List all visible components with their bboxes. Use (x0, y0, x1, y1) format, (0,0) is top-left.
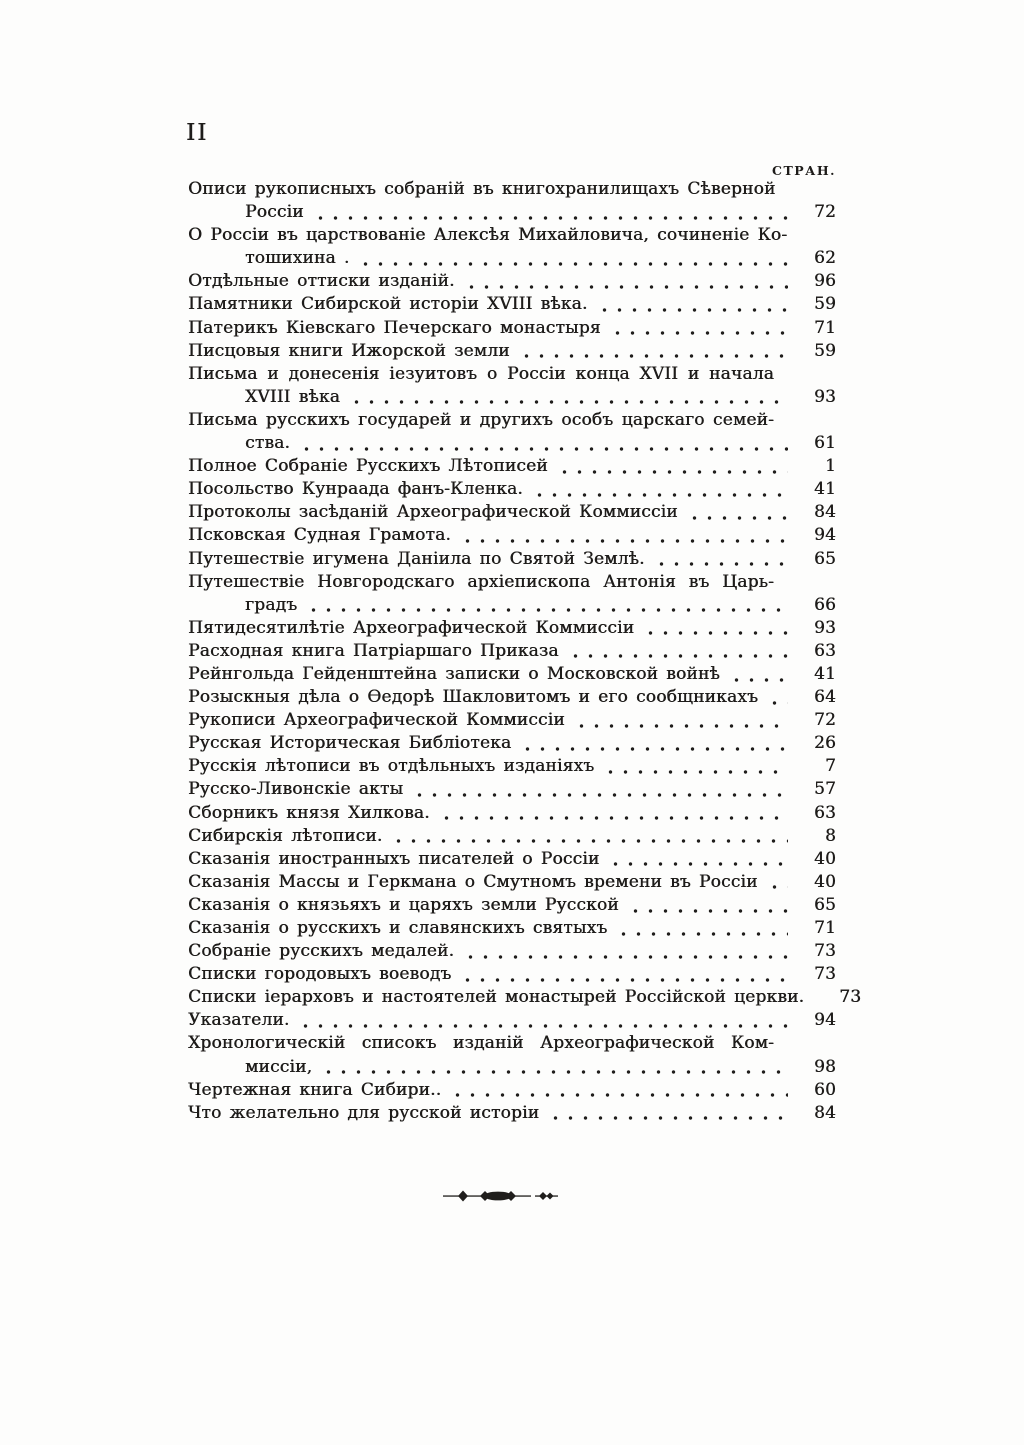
dot-leader (574, 709, 788, 732)
entry-leader-line (188, 317, 836, 340)
entry-title-continuation: Сказанія Массы и Геркмана о Смутномъ времени въ Россіи (188, 871, 758, 892)
entry-page-number: 63 (813, 802, 836, 823)
entry-page-number: 26 (813, 733, 836, 754)
entry-leader-line (188, 894, 836, 917)
entry-title-continuation: Рейнгольда Гейденштейна записки о Московской войнѣ (188, 663, 720, 684)
entry-title-continuation: Писцовыя книги Ижорской земли (188, 340, 510, 361)
dot-leader (306, 594, 788, 617)
entry-page-number: 73 (839, 987, 862, 1008)
toc-entry (188, 986, 862, 1009)
entry-title-continuation: Патерикъ Кіевскаго Печерскаго монастыря (188, 317, 601, 338)
dot-leader (439, 802, 788, 825)
entry-title: Письма и донесенія іезуитовъ о Россіи конца XVII и начала (188, 363, 774, 384)
entry-leader-line (188, 594, 836, 617)
entry-leader-line (188, 640, 836, 663)
toc-entry (188, 1102, 836, 1125)
toc-entry (188, 617, 836, 640)
toc-entry (188, 455, 836, 478)
entry-title-continuation: Сказанія иностранныхъ писателей о Россіи (188, 848, 600, 869)
entry-leader-line (188, 1056, 836, 1079)
toc-entry (188, 963, 836, 986)
entry-page-number: 72 (813, 710, 836, 731)
dot-leader (597, 293, 789, 316)
entry-title: Путешествіе Новгородскаго архіепископа Антонія въ Царь- (188, 571, 774, 592)
entry-title-continuation: Сказанія о русскихъ и славянскихъ святыхъ (188, 918, 608, 938)
dot-leader (450, 1079, 788, 1102)
entry-title-continuation: Чертежная книга Сибири.. (188, 1079, 442, 1100)
entry-title-continuation: XVIII вѣка (245, 386, 341, 407)
entry-leader-line (188, 201, 836, 224)
entry-title-continuation: градъ (245, 594, 298, 615)
entry-leader-line (188, 386, 836, 409)
entry-title-continuation: Памятники Сибирской исторіи XVIII вѣка. (188, 294, 588, 315)
entry-leader-line (188, 732, 836, 755)
entry-page-number: 98 (813, 1056, 836, 1077)
toc-entry (188, 1032, 836, 1078)
toc-entry (188, 640, 836, 663)
toc-entry (188, 894, 836, 917)
entry-title-continuation: Сборникъ князя Хилкова. (188, 802, 430, 823)
toc-entry (188, 478, 836, 501)
entry-title-continuation: Отдѣльные оттиски изданій. (188, 271, 455, 292)
entry-leader-line (188, 524, 836, 547)
dot-leader (358, 247, 788, 270)
dot-leader (313, 201, 788, 224)
toc-entry (188, 732, 836, 755)
entry-title-continuation: Указатели. (188, 1010, 290, 1031)
entry-page-number: 61 (813, 433, 836, 454)
entry-title-continuation: Русскія лѣтописи въ отдѣльныхъ изданіяхъ (188, 756, 595, 777)
entry-leader-line (188, 871, 836, 894)
entry-leader-line (188, 825, 836, 848)
toc-entry (188, 709, 836, 732)
toc-entry (188, 363, 836, 409)
entry-title-continuation: Сибирскія лѣтописи. (188, 825, 383, 846)
entry-page-number: 63 (813, 640, 836, 661)
toc-entry (188, 778, 836, 801)
entry-title: Описи рукописныхъ собраній въ книгохранилищахъ Сѣверной (188, 179, 776, 199)
entry-title-continuation: Посольство Кунраада фанъ-Кленка. (188, 479, 523, 500)
toc-entry (188, 802, 836, 825)
entry-page-number: 94 (813, 525, 836, 546)
entry-page-number: 59 (813, 294, 836, 315)
entry-title-continuation: Собраніе русскихъ медалей. (188, 941, 455, 962)
entry-page-number: 40 (813, 871, 836, 892)
entry-leader-line (188, 940, 836, 963)
entry-leader-line (188, 802, 836, 825)
entry-title-continuation: Розыскныя дѣла о Ѳедорѣ Шакловитомъ и его сообщникахъ (188, 687, 759, 708)
dot-leader (557, 455, 788, 478)
entry-page-number: 7 (824, 756, 836, 777)
toc-entry (188, 917, 836, 940)
entry-page-number: 60 (813, 1079, 836, 1100)
entry-leader-line (188, 293, 836, 316)
dot-leader (767, 871, 788, 894)
entry-leader-line (188, 755, 836, 778)
toc-list (188, 178, 862, 1125)
entry-leader-line (188, 1102, 836, 1125)
toc-entry (188, 178, 836, 224)
dot-leader (654, 548, 788, 571)
entry-page-number: 62 (813, 248, 836, 269)
dot-leader (391, 825, 788, 848)
dot-leader (548, 1102, 788, 1125)
entry-leader-line (188, 247, 836, 270)
dot-leader (519, 340, 788, 363)
flourish-icon (443, 1187, 558, 1205)
dot-leader (299, 432, 788, 455)
entry-page-number: 8 (824, 825, 836, 846)
entry-page-number: 73 (813, 941, 836, 962)
entry-title-continuation: Сказанія о князьяхъ и царяхъ земли Русской (188, 894, 619, 915)
toc-entry (188, 686, 836, 709)
entry-title-continuation: Россіи (245, 202, 304, 223)
entry-leader-line (188, 1009, 836, 1032)
dot-leader (643, 617, 788, 640)
entry-leader-line (188, 478, 836, 501)
dot-leader (603, 755, 788, 778)
entry-leader-line (188, 686, 836, 709)
entry-title-continuation: Псковская Судная Грамота. (188, 525, 451, 546)
dot-leader (532, 478, 788, 501)
entry-page-number: 93 (813, 386, 836, 407)
entry-leader-line (188, 270, 836, 293)
toc-entry (188, 501, 836, 524)
dot-leader (460, 524, 788, 547)
entry-page-number: 94 (813, 1010, 836, 1031)
dot-leader (608, 848, 788, 871)
entry-leader-line (188, 1079, 836, 1102)
dot-leader (616, 917, 788, 940)
entry-page-number: 64 (813, 687, 836, 708)
toc-entry (188, 340, 836, 363)
entry-title: Хронологическій списокъ изданій Археографической Ком- (188, 1033, 774, 1054)
entry-title-continuation: Полное Собраніе Русскихъ Лѣтописей (188, 456, 548, 477)
entry-page-number: 57 (813, 779, 836, 800)
pages-column-header: СТРАН. (772, 163, 836, 178)
entry-leader-line (188, 617, 836, 640)
folio-page-number: II (186, 120, 209, 146)
toc-entry (188, 571, 836, 617)
dot-leader (767, 686, 788, 709)
toc-entry (188, 317, 836, 340)
entry-title-continuation: Что желательно для русской исторіи (188, 1102, 540, 1123)
entry-title-continuation: Русско-Ливонскіе акты (188, 779, 404, 800)
entry-leader-line (188, 663, 836, 686)
entry-title-continuation: Протоколы засѣданій Археографической Коммиссіи (188, 502, 678, 523)
dot-leader (321, 1056, 788, 1079)
dot-leader (460, 963, 788, 986)
entry-title-continuation: Списки городовыхъ воеводъ (188, 964, 452, 985)
entry-page-number: 93 (813, 617, 836, 638)
entry-page-number: 65 (813, 548, 836, 569)
dot-leader (412, 778, 788, 801)
entry-leader-line (188, 340, 836, 363)
entry-page-number: 71 (813, 317, 836, 338)
dot-leader (349, 386, 788, 409)
dot-leader (464, 270, 788, 293)
entry-leader-line (188, 501, 836, 524)
toc-entry (188, 1009, 836, 1032)
toc-entry (188, 524, 836, 547)
entry-leader-line (188, 963, 836, 986)
entry-page-number: 59 (813, 340, 836, 361)
toc-entry (188, 940, 836, 963)
entry-leader-line (188, 917, 836, 940)
entry-leader-line (188, 432, 836, 455)
entry-page-number: 96 (813, 271, 836, 292)
dot-leader (729, 663, 788, 686)
ornament-divider (443, 1187, 558, 1205)
entry-leader-line (188, 848, 836, 871)
dot-leader (298, 1009, 788, 1032)
entry-page-number: 66 (813, 594, 836, 615)
entry-page-number: 72 (813, 202, 836, 223)
entry-page-number: 41 (813, 663, 836, 684)
toc-entry (188, 1079, 836, 1102)
toc-entry (188, 293, 836, 316)
entry-page-number: 84 (813, 1102, 836, 1123)
entry-page-number: 1 (824, 456, 836, 477)
entry-page-number: 40 (813, 848, 836, 869)
entry-page-number: 71 (813, 918, 836, 938)
dot-leader (610, 317, 788, 340)
toc-entry (188, 548, 836, 571)
entry-leader-line (188, 986, 862, 1009)
entry-title-continuation: Путешествіе игумена Даніила по Святой Землѣ. (188, 548, 645, 569)
toc-entry (188, 755, 836, 778)
toc-entry (188, 409, 836, 455)
entry-page-number: 84 (813, 502, 836, 523)
entry-leader-line (188, 455, 836, 478)
dot-leader (687, 501, 788, 524)
toc-entry (188, 871, 836, 894)
entry-title: Письма русскихъ государей и другихъ особъ царскаго семей- (188, 409, 774, 430)
entry-title-continuation: Пятидесятилѣтіе Археографической Коммиссіи (188, 617, 635, 638)
dot-leader (568, 640, 788, 663)
entry-leader-line (188, 548, 836, 571)
entry-title-continuation: ства. (245, 433, 291, 454)
dot-leader (520, 732, 788, 755)
entry-title-continuation: Рукописи Археографической Коммиссіи (188, 710, 565, 731)
entry-page-number: 65 (813, 894, 836, 915)
entry-title-continuation: тошихина . (245, 248, 350, 269)
toc-entry (188, 270, 836, 293)
toc-entry (188, 224, 836, 270)
toc-entry (188, 825, 836, 848)
entry-title: О Россіи въ царствованіе Алексѣя Михайловича, сочиненіе Ко- (188, 225, 788, 246)
toc-entry (188, 663, 836, 686)
entry-title-continuation: Списки іерарховъ и настоятелей монастырей Россійской церкви. (188, 987, 805, 1008)
toc-entry (188, 848, 836, 871)
entry-title-continuation: Русская Историческая Библіотека (188, 733, 512, 754)
entry-title-continuation: Расходная книга Патріаршаго Приказа (188, 640, 559, 661)
entry-page-number: 41 (813, 479, 836, 500)
dot-leader (628, 894, 788, 917)
entry-page-number: 73 (813, 964, 836, 985)
entry-leader-line (188, 778, 836, 801)
entry-leader-line (188, 709, 836, 732)
dot-leader (463, 940, 788, 963)
entry-title-continuation: миссіи, (245, 1056, 313, 1077)
